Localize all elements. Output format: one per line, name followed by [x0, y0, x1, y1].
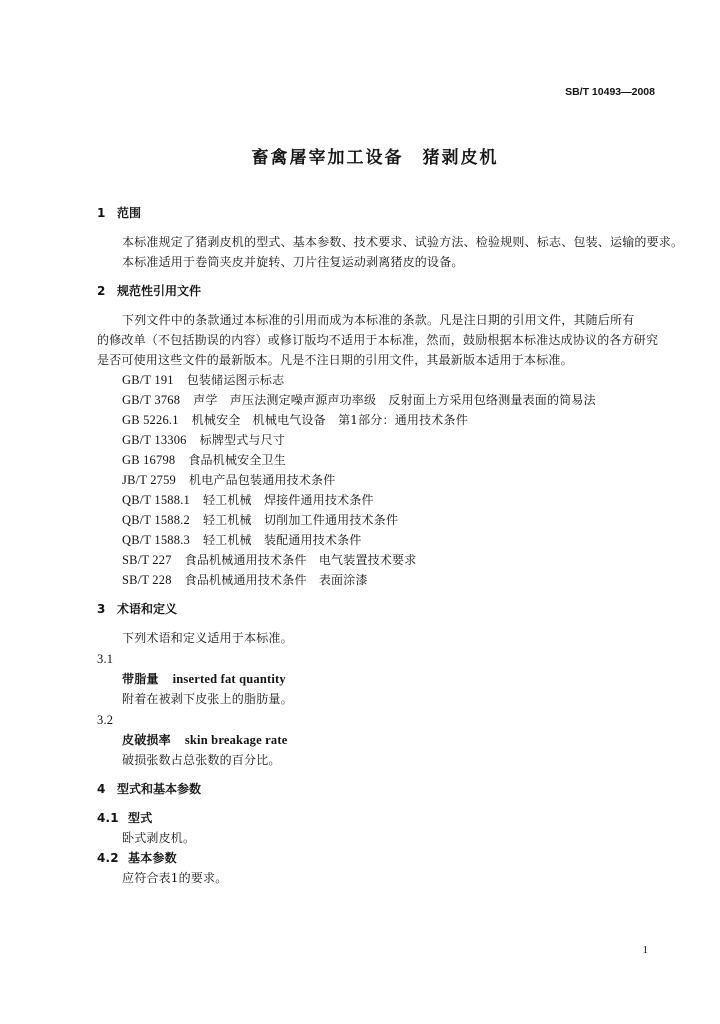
reference-code: GB 5226.1 [122, 413, 179, 427]
reference-code: GB/T 191 [122, 373, 174, 387]
reference-code: GB 16798 [122, 453, 176, 467]
reference-code: GB/T 13306 [122, 433, 187, 447]
reference-code: SB/T 228 [122, 573, 172, 587]
reference-title: 声学 声压法测定噪声源声功率级 反射面上方采用包络测量表面的简易法 [193, 393, 596, 407]
section-number: 1 [97, 206, 106, 220]
paragraph-line: 本标准规定了猪剥皮机的型式、基本参数、技术要求、试验方法、检验规则、标志、包装、运输的要求。 [122, 235, 684, 249]
reference-item [97, 490, 677, 510]
reference-title: 轻工机械 切削加工件通用技术条件 [202, 513, 399, 527]
subsection-number: 4.2 [97, 851, 119, 865]
subsection-number: 4.1 [97, 811, 119, 825]
section-title: 型式和基本参数 [117, 782, 202, 796]
paragraph-line: 卧式剥皮机。 [122, 831, 196, 845]
subsection-heading [97, 848, 677, 868]
paragraph-line: 的修改单（不包括勘误的内容）或修订版均不适用于本标准，然而，鼓励根据本标准达成协议的各方研究 [97, 333, 659, 347]
section-number: 4 [97, 782, 106, 796]
reference-title: 食品机械通用技术条件 电气装置技术要求 [184, 553, 417, 567]
section-number: 3 [97, 602, 106, 616]
reference-item [97, 470, 677, 490]
section-heading-terms [97, 599, 677, 619]
reference-title: 机电产品包装通用技术条件 [189, 473, 336, 487]
paragraph-line: 本标准适用于卷筒夹皮并旋转、刀片往复运动剥离猪皮的设备。 [122, 255, 464, 269]
reference-item [97, 530, 677, 550]
reference-item [97, 410, 677, 430]
section-heading-normative-references [97, 281, 677, 301]
term-english: skin breakage rate [184, 733, 288, 747]
paragraph-line: 应符合表1的要求。 [122, 871, 228, 885]
term-definition: 破损张数占总张数的百分比。 [122, 753, 281, 767]
section-title: 范围 [117, 206, 142, 220]
subsection-title: 型式 [128, 811, 153, 825]
term-entry [97, 730, 677, 750]
term-chinese: 皮破损率 [122, 733, 171, 747]
term-definition: 附着在被剥下皮张上的脂肪量。 [122, 692, 293, 706]
section-heading-scope [97, 203, 677, 223]
reference-code: JB/T 2759 [122, 473, 177, 487]
section-number: 2 [97, 284, 106, 298]
reference-title: 轻工机械 装配通用技术条件 [202, 533, 362, 547]
reference-item [97, 450, 677, 470]
section-title: 规范性引用文件 [117, 284, 202, 298]
reference-title: 食品机械安全卫生 [188, 453, 286, 467]
reference-item [97, 390, 677, 410]
reference-code: SB/T 227 [122, 553, 172, 567]
reference-item [97, 430, 677, 450]
reference-title: 食品机械通用技术条件 表面涂漆 [184, 573, 368, 587]
reference-title: 轻工机械 焊接件通用技术条件 [202, 493, 374, 507]
section-title: 术语和定义 [117, 602, 178, 616]
reference-code: QB/T 1588.1 [122, 493, 190, 507]
term-number: 3.2 [97, 713, 114, 727]
term-number: 3.1 [97, 652, 114, 666]
subsection-title: 基本参数 [128, 851, 177, 865]
paragraph-line: 下列文件中的条款通过本标准的引用而成为本标准的条款。凡是注日期的引用文件，其随后所有 [122, 313, 635, 327]
paragraph-line: 是否可使用这些文件的最新版本。凡是不注日期的引用文件，其最新版本适用于本标准。 [97, 353, 573, 367]
term-entry [97, 669, 677, 689]
reference-item [97, 510, 677, 530]
reference-code: GB/T 3768 [122, 393, 181, 407]
reference-item [97, 370, 677, 390]
term-chinese: 带脂量 [122, 672, 159, 686]
reference-code: QB/T 1588.2 [122, 513, 190, 527]
page-number: 1 [642, 944, 648, 956]
reference-item [97, 570, 677, 590]
section-heading-types-and-parameters [97, 779, 677, 799]
term-english: inserted fat quantity [172, 672, 286, 686]
paragraph-line: 下列术语和定义适用于本标准。 [122, 631, 293, 645]
reference-title: 标牌型式与尺寸 [199, 433, 286, 447]
standard-number: SB/T 10493—2008 [565, 86, 655, 98]
reference-title: 包装储运图示标志 [186, 373, 285, 387]
reference-code: QB/T 1588.3 [122, 533, 190, 547]
reference-item [97, 550, 677, 570]
reference-title: 机械安全 机械电气设备 第1部分：通用技术条件 [191, 413, 468, 427]
subsection-heading [97, 808, 677, 828]
document-body [97, 203, 684, 888]
document-title: 畜禽屠宰加工设备 猪剥皮机 [251, 148, 499, 168]
